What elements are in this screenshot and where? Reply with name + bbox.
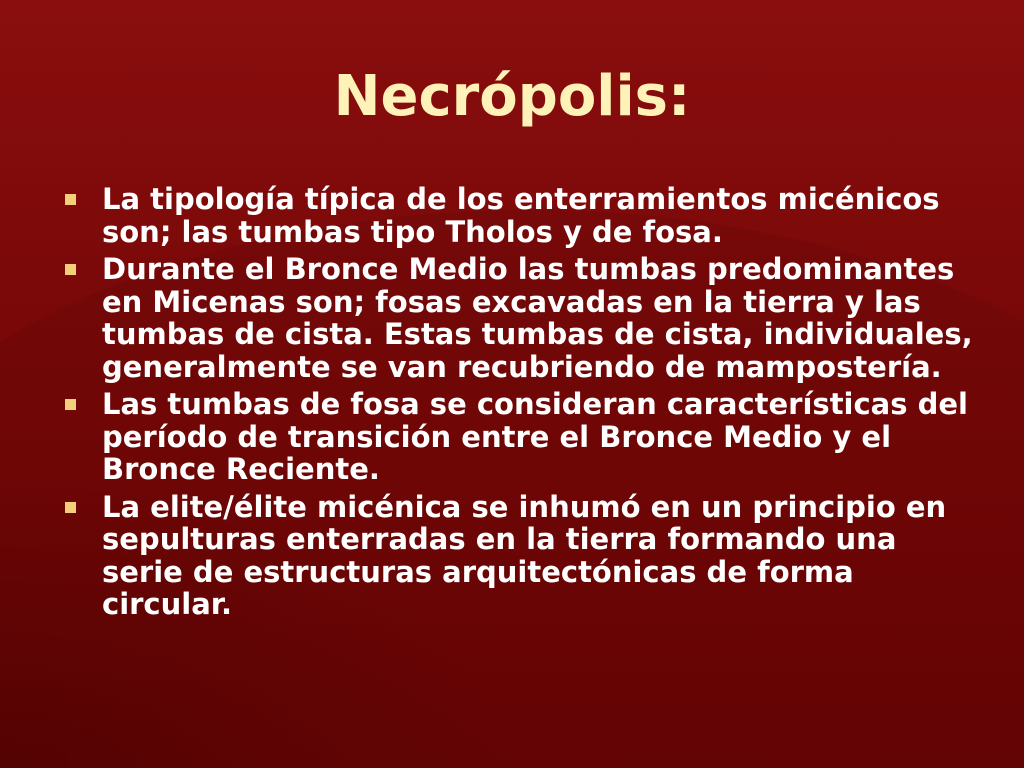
bullet-list xyxy=(62,183,982,626)
bullet-item xyxy=(62,183,982,248)
bullet-text: Durante el Bronce Medio las tumbas predominantes en Micenas son; fosas excavadas en la tierra y las tumbas de cista. Estas tumbas de cista, individuales, generalmente se van recubriendo de mampostería. xyxy=(102,252,973,384)
bullet-text: La elite/élite micénica se inhumó en un principio en sepulturas enterradas en la tierra formando una serie de estructuras arquitectónicas de forma circular. xyxy=(102,489,947,621)
bullet-item xyxy=(62,491,982,621)
bullet-item xyxy=(62,253,982,383)
bullet-item xyxy=(62,388,982,486)
slide-title: Necrópolis: xyxy=(333,64,691,129)
square-bullet-icon xyxy=(65,194,76,205)
square-bullet-icon xyxy=(65,502,76,513)
square-bullet-icon xyxy=(65,399,76,410)
bullet-text: La tipología típica de los enterramientos micénicos son; las tumbas tipo Tholos y de fosa. xyxy=(102,182,940,249)
bullet-text: Las tumbas de fosa se consideran características del período de transición entre el Bronce Medio y el Bronce Reciente. xyxy=(102,387,968,486)
square-bullet-icon xyxy=(65,264,76,275)
